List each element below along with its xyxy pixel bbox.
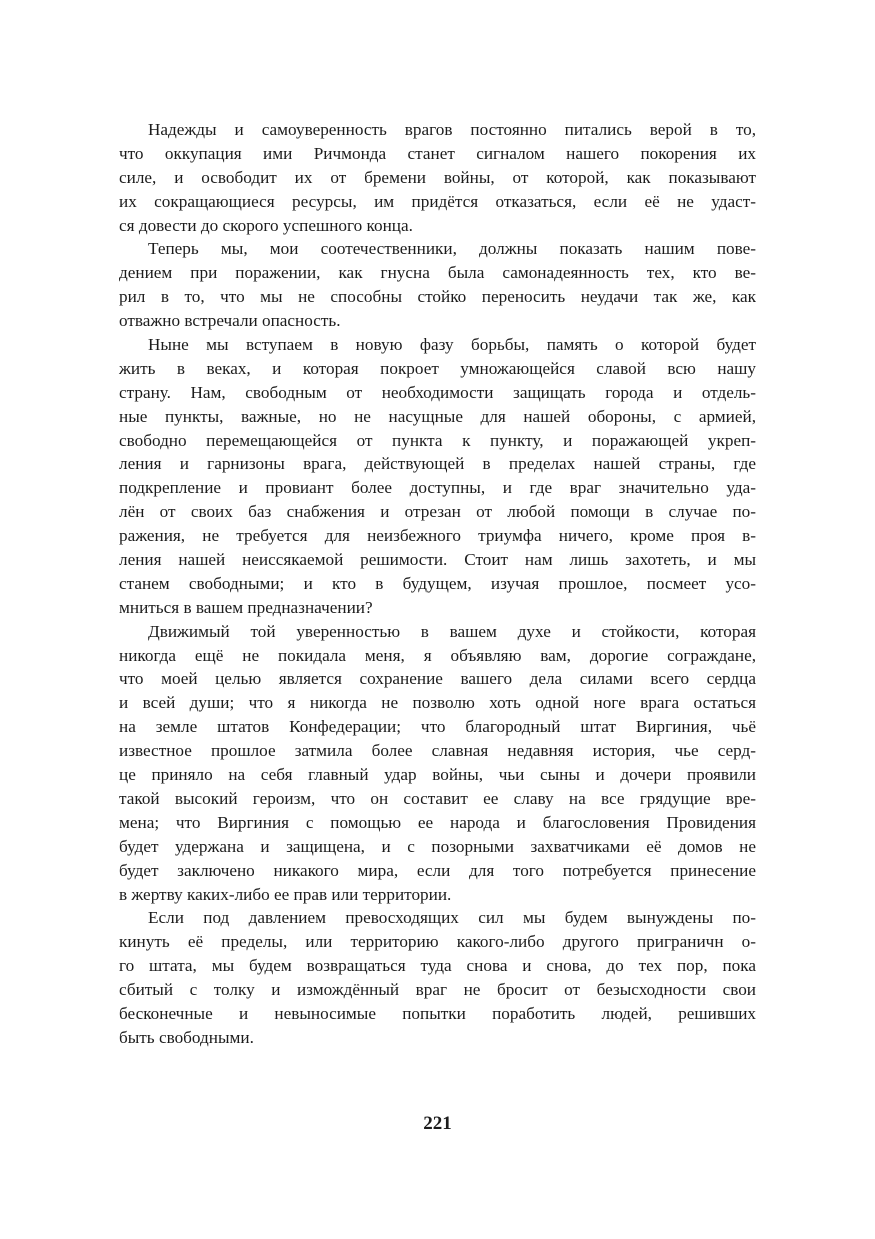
text-line: рил в то, что мы не способны стойко переносить неудачи так же, как: [119, 287, 756, 307]
text-line: подкрепление и провиант более доступны, и где враг значительно уда-: [119, 478, 756, 498]
body-text: [119, 118, 756, 1050]
text-line: в жертву каких-либо ее прав или территории.: [119, 884, 452, 904]
text-line: отважно встречали опасность.: [119, 311, 341, 331]
paragraph: [119, 333, 756, 620]
text-line: мниться в вашем предназначении?: [119, 597, 373, 617]
text-line: лён от своих баз снабжения и отрезан от любой помощи в случае по-: [119, 502, 756, 522]
text-line: такой высокий героизм, что он составит ее славу на все грядущие вре-: [119, 788, 756, 808]
text-line: свободно перемещающейся от пункта к пункту, и поражающей укреп-: [119, 430, 756, 450]
text-line: сбитый с толку и измождённый враг не бросит от безысходности свои: [119, 980, 756, 1000]
text-line: что моей целью является сохранение вашего дела силами всего сердца: [119, 669, 756, 689]
paragraph: [119, 620, 756, 907]
text-line: Движимый той уверенностью в вашем духе и стойкости, которая: [148, 621, 756, 641]
text-line: дением при поражении, как гнусна была самонадеянность тех, кто ве-: [119, 263, 756, 283]
text-line: силе, и освободит их от бремени войны, от которой, как показывают: [119, 167, 756, 187]
text-line: быть свободными.: [119, 1027, 254, 1047]
text-line: на земле штатов Конфедерации; что благородный штат Виргиния, чьё: [119, 717, 756, 737]
text-line: Теперь мы, мои соотечественники, должны показать нашим пове-: [148, 239, 756, 259]
paragraph: [119, 118, 756, 237]
text-line: го штата, мы будем возвращаться туда снова и снова, до тех пор, пока: [119, 956, 756, 976]
text-line: станем свободными; и кто в будущем, изучая прошлое, посмеет усо-: [119, 573, 756, 593]
text-line: бесконечные и невыносимые попытки поработить людей, решивших: [119, 1003, 756, 1023]
paragraph: [119, 237, 756, 333]
text-line: ления и гарнизоны врага, действующей в пределах нашей страны, где: [119, 454, 756, 474]
text-line: что оккупация ими Ричмонда станет сигналом нашего покорения их: [119, 143, 756, 163]
text-line: Если под давлением превосходящих сил мы будем вынуждены по-: [148, 908, 756, 928]
text-line: мена; что Виргиния с помощью ее народа и благословения Провидения: [119, 812, 756, 832]
text-line: и всей души; что я никогда не позволю хоть одной ноге врага остаться: [119, 693, 756, 713]
text-line: ные пункты, важные, но не насущные для нашей обороны, с армией,: [119, 406, 756, 426]
page-number: 221: [423, 1113, 452, 1134]
paragraph: [119, 906, 756, 1049]
text-line: страну. Нам, свободным от необходимости защищать города и отдель-: [119, 382, 756, 402]
text-line: Ныне мы вступаем в новую фазу борьбы, память о которой будет: [148, 335, 756, 355]
text-line: ражения, не требуется для неизбежного триумфа ничего, кроме проя в-: [119, 526, 756, 546]
text-line: кинуть её пределы, или территорию какого-либо другого приграничн о-: [119, 932, 756, 952]
text-line: Надежды и самоуверенность врагов постоянно питались верой в то,: [148, 120, 756, 139]
text-line: никогда ещё не покидала меня, я объявляю вам, дорогие сограждане,: [119, 645, 756, 665]
text-line: ления нашей неиссякаемой решимости. Стоит нам лишь захотеть, и мы: [119, 550, 756, 570]
text-line: известное прошлое затмила более славная недавняя история, чье серд-: [119, 741, 756, 761]
text-line: жить в веках, и которая покроет умножающейся славой всю нашу: [119, 358, 756, 378]
text-line: ся довести до скорого успешного конца.: [119, 215, 413, 235]
text-line: будет удержана и защищена, и с позорными захватчиками её домов не: [119, 836, 756, 856]
text-line: их сокращающиеся ресурсы, им придётся отказаться, если её не удаст-: [119, 191, 756, 211]
text-line: будет заключено никакого мира, если для того потребуется принесение: [119, 860, 756, 880]
text-line: це приняло на себя главный удар войны, чьи сыны и дочери проявили: [119, 765, 756, 785]
